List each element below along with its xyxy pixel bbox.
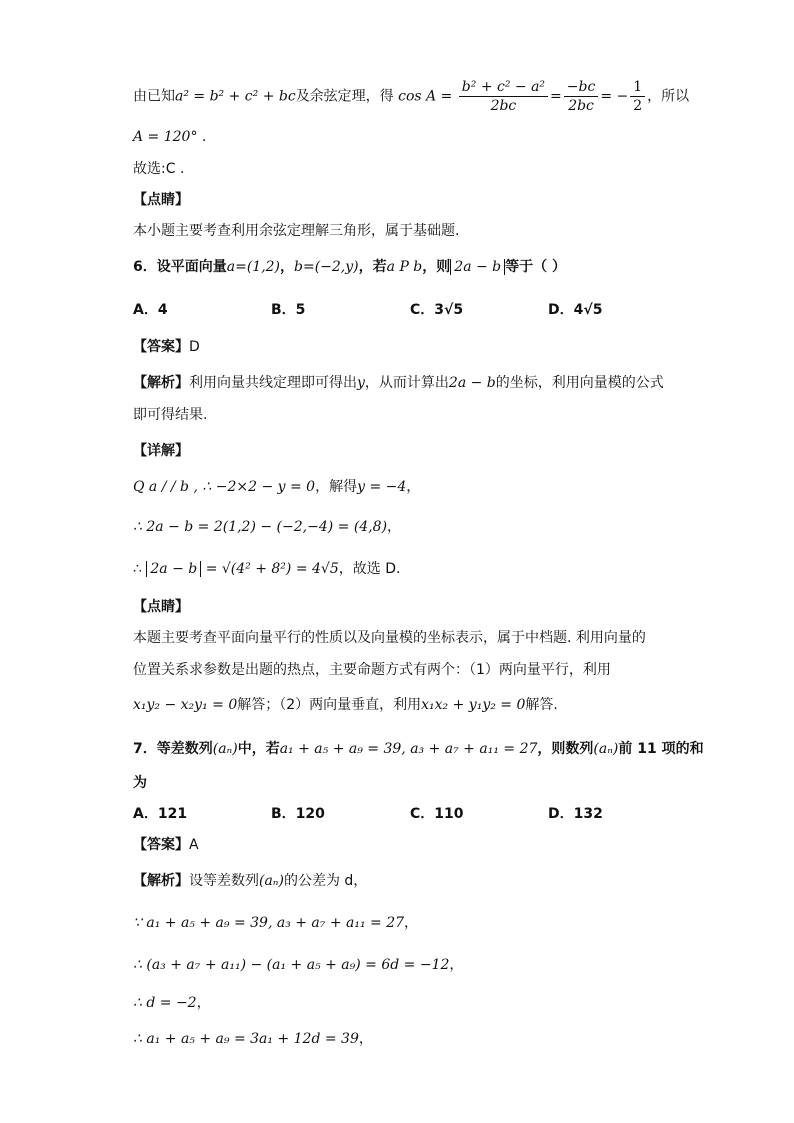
- text: 由已知: [133, 88, 175, 105]
- option-a: A．4: [133, 302, 168, 318]
- text: ，所以: [647, 88, 690, 105]
- derivation-line-2: A = 120° .: [133, 129, 207, 145]
- step-line-4: ∴ a₁ + a₅ + a₉ = 3a₁ + 12d = 39，: [133, 1031, 373, 1047]
- comment-2-line-3: x₁y₂ − x₂y₁ = 0解答；（2）两向量垂直，利用x₁x₂ + y₁y₂ = 0解答.: [133, 697, 558, 713]
- fraction: $\frac{\text{b² + c² − a²}}{2bc}$: [459, 78, 548, 115]
- option-d: D．132: [548, 806, 603, 822]
- option-b: B．5: [271, 302, 306, 318]
- analysis-6-line-2: 即可得结果.: [133, 407, 208, 423]
- question-7-line-2: 为: [133, 775, 147, 791]
- option-c: C．3√5: [410, 302, 464, 318]
- section-label-dianjing-2: 【点睛】: [133, 599, 189, 615]
- detail-line-1: Q a / / b , ∴ −2×2 − y = 0，解得y = −4，: [133, 479, 421, 495]
- option-c: C．110: [410, 806, 464, 822]
- derivation-line-1: 由已知a² = b² + c² + bc及余弦定理，得 cos A = $\frac{\text{b² + c² − a²}}{2bc}$ = $\frac{-bc}{2bc}$ = − $\frac{1}{2}$ ，所以: [133, 79, 690, 114]
- question-7: 7．等差数列(aₙ)中，若a₁ + a₅ + a₉ = 39, a₃ + a₇ + a₁₁ = 27，则数列(aₙ)前 11 项的和: [133, 741, 704, 757]
- step-line-3: ∴ d = −2，: [133, 995, 211, 1011]
- analysis-7: 【解析】设等差数列(aₙ)的公差为 d，: [133, 873, 368, 889]
- option-b: B．120: [271, 806, 325, 822]
- step-line-1: ∵ a₁ + a₅ + a₉ = 39, a₃ + a₇ + a₁₁ = 27，: [133, 915, 419, 931]
- comment-2-line-2: 位置关系求参数是出题的热点，主要命题方式有两个：（1）两向量平行，利用: [133, 662, 611, 678]
- detail-line-2: ∴ 2a − b = 2(1,2) − (−2,−4) = (4,8)，: [133, 519, 402, 535]
- step-line-2: ∴ (a₃ + a₇ + a₁₁) − (a₁ + a₅ + a₉) = 6d = −12，: [133, 957, 464, 973]
- section-label-xiangjie: 【详解】: [133, 443, 189, 459]
- option-a: A．121: [133, 806, 188, 822]
- formula: cos A =: [398, 88, 453, 105]
- formula: a² = b² + c² + bc: [175, 88, 296, 105]
- answer-6: 【答案】D: [133, 339, 200, 355]
- fraction: $\frac{1}{2}$: [630, 78, 645, 115]
- answer-7: 【答案】A: [133, 837, 199, 853]
- comment-text: 本小题主要考查利用余弦定理解三角形，属于基础题.: [133, 223, 460, 239]
- fraction: $\frac{-bc}{2bc}$: [564, 78, 599, 115]
- detail-line-3: ∴ 2a − b = √(4² + 8²) = 4√5，故选 D.: [133, 561, 401, 577]
- section-label-dianjing: 【点睛】: [133, 192, 189, 208]
- option-d: D．4√5: [548, 302, 603, 318]
- choice-line: 故选:C .: [133, 161, 185, 177]
- comment-2-line-1: 本题主要考查平面向量平行的性质以及向量模的坐标表示，属于中档题. 利用向量的: [133, 630, 646, 646]
- text: 及余弦定理，得: [295, 88, 394, 105]
- question-6: 6．设平面向量a=(1,2)，b=(−2,y)，若a P b，则 2a − b 等于（ ）: [133, 259, 567, 275]
- analysis-6: 【解析】利用向量共线定理即可得出y，从而计算出2a − b的坐标，利用向量模的公式: [133, 375, 664, 391]
